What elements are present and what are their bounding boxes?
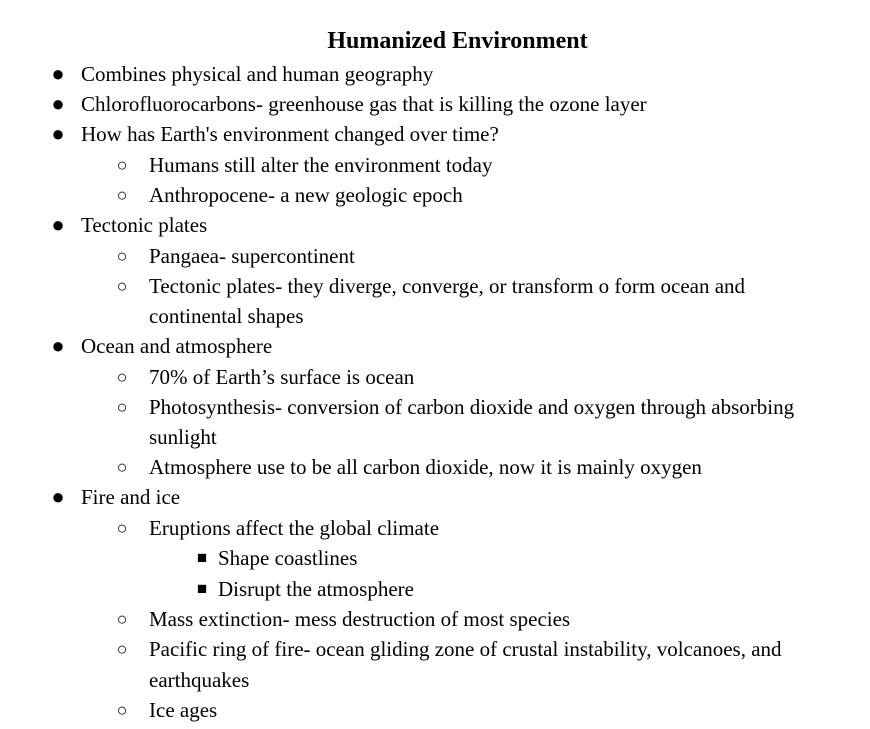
bullet-disc-icon: ● <box>51 121 65 146</box>
list-item: Pangaea- supercontinent <box>149 244 355 268</box>
list-item: Disrupt the atmosphere <box>218 577 414 601</box>
bullet-disc-icon: ● <box>51 484 65 509</box>
bullet-square-icon: ■ <box>196 579 208 598</box>
list-item: 70% of Earth’s surface is ocean <box>149 365 415 389</box>
list-item: Mass extinction- mess destruction of most species <box>149 607 571 631</box>
list-item: Anthropocene- a new geologic epoch <box>149 183 463 207</box>
list-item: Ocean and atmosphere <box>81 334 273 358</box>
bullet-circle-icon: ○ <box>116 609 128 629</box>
list-item: Tectonic plates- they diverge, converge, or transform o form ocean and <box>149 274 746 298</box>
bullet-circle-icon: ○ <box>116 276 128 296</box>
list-item: Chlorofluorocarbons- greenhouse gas that is killing the ozone layer <box>81 92 647 116</box>
bullet-circle-icon: ○ <box>116 397 128 417</box>
list-item: Shape coastlines <box>218 546 358 570</box>
page-title: Humanized Environment <box>327 28 588 54</box>
bullet-circle-icon: ○ <box>116 639 128 659</box>
bullet-circle-icon: ○ <box>116 457 128 477</box>
list-item: Eruptions affect the global climate <box>149 516 440 540</box>
list-item-continuation: earthquakes <box>149 668 250 692</box>
list-item: How has Earth's environment changed over time? <box>81 122 499 146</box>
list-item: Photosynthesis- conversion of carbon dioxide and oxygen through absorbing <box>149 395 795 419</box>
bullet-disc-icon: ● <box>51 212 65 237</box>
bullet-disc-icon: ● <box>51 91 65 116</box>
list-item: Fire and ice <box>81 485 181 509</box>
list-item-continuation: sunlight <box>149 425 217 449</box>
list-item-continuation: continental shapes <box>149 304 304 328</box>
bullet-circle-icon: ○ <box>116 700 128 720</box>
bullet-circle-icon: ○ <box>116 367 128 387</box>
list-item: Tectonic plates <box>81 213 208 237</box>
bullet-circle-icon: ○ <box>116 185 128 205</box>
bullet-disc-icon: ● <box>51 333 65 358</box>
bullet-circle-icon: ○ <box>116 155 128 175</box>
list-item: Atmosphere use to be all carbon dioxide, now it is mainly oxygen <box>149 455 702 479</box>
list-item: Combines physical and human geography <box>81 62 434 86</box>
bullet-square-icon: ■ <box>196 548 208 567</box>
list-item: Humans still alter the environment today <box>149 153 493 177</box>
bullet-circle-icon: ○ <box>116 246 128 266</box>
list-item: Ice ages <box>149 698 218 722</box>
bullet-disc-icon: ● <box>51 61 65 86</box>
bullet-circle-icon: ○ <box>116 518 128 538</box>
list-item: Pacific ring of fire- ocean gliding zone of crustal instability, volcanoes, and <box>149 637 782 661</box>
